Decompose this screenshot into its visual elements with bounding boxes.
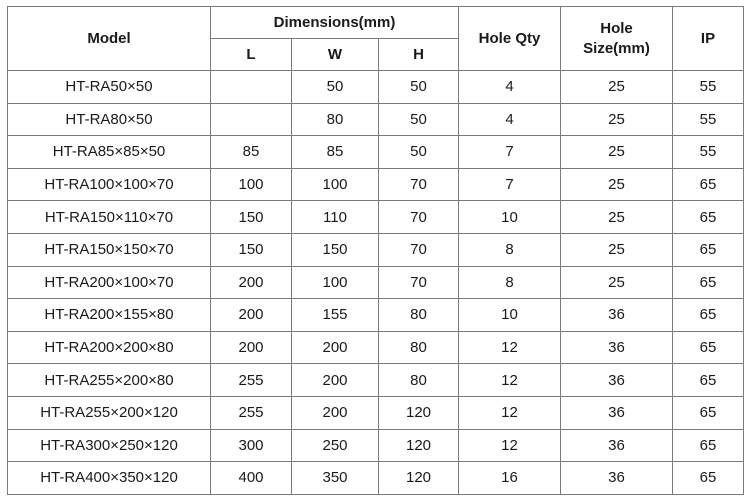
cell-w: 80 [292, 103, 379, 136]
cell-h: 50 [379, 71, 459, 104]
cell-h: 120 [379, 396, 459, 429]
table-row [8, 201, 744, 234]
cell-hole-qty: 12 [459, 429, 561, 462]
cell-hole-size: 36 [561, 331, 673, 364]
cell-l: 150 [211, 233, 292, 266]
table-row [8, 136, 744, 169]
cell-hole-qty: 4 [459, 71, 561, 104]
cell-h: 50 [379, 136, 459, 169]
header-hole-qty: Hole Qty [459, 7, 561, 71]
cell-ip: 55 [673, 71, 744, 104]
cell-hole-qty: 10 [459, 201, 561, 234]
header-row-top [8, 7, 744, 39]
cell-hole-size: 36 [561, 396, 673, 429]
cell-hole-size: 36 [561, 462, 673, 495]
table-header [8, 7, 744, 71]
cell-ip: 65 [673, 299, 744, 332]
cell-hole-size: 25 [561, 201, 673, 234]
cell-ip: 65 [673, 266, 744, 299]
spec-table [7, 6, 744, 495]
cell-l: 300 [211, 429, 292, 462]
cell-hole-size: 25 [561, 168, 673, 201]
cell-h: 70 [379, 201, 459, 234]
cell-w: 50 [292, 71, 379, 104]
header-model: Model [8, 7, 211, 71]
cell-model: HT-RA150×110×70 [8, 201, 211, 234]
table-row [8, 266, 744, 299]
cell-model: HT-RA255×200×80 [8, 364, 211, 397]
cell-ip: 55 [673, 136, 744, 169]
cell-w: 150 [292, 233, 379, 266]
table-body [8, 71, 744, 495]
cell-w: 100 [292, 168, 379, 201]
header-dimensions: Dimensions(mm) [211, 7, 459, 39]
cell-hole-size: 36 [561, 429, 673, 462]
cell-ip: 65 [673, 331, 744, 364]
cell-hole-qty: 7 [459, 136, 561, 169]
cell-l: 85 [211, 136, 292, 169]
cell-w: 200 [292, 331, 379, 364]
cell-ip: 65 [673, 396, 744, 429]
cell-hole-size: 25 [561, 136, 673, 169]
cell-ip: 65 [673, 429, 744, 462]
cell-ip: 65 [673, 364, 744, 397]
cell-w: 200 [292, 364, 379, 397]
cell-ip: 65 [673, 168, 744, 201]
cell-model: HT-RA50×50 [8, 71, 211, 104]
cell-hole-size: 25 [561, 71, 673, 104]
cell-model: HT-RA200×200×80 [8, 331, 211, 364]
cell-model: HT-RA300×250×120 [8, 429, 211, 462]
cell-l: 200 [211, 299, 292, 332]
table-row [8, 364, 744, 397]
cell-l: 150 [211, 201, 292, 234]
cell-w: 155 [292, 299, 379, 332]
cell-hole-qty: 8 [459, 233, 561, 266]
header-h: H [379, 39, 459, 71]
cell-hole-qty: 10 [459, 299, 561, 332]
cell-hole-size: 25 [561, 266, 673, 299]
table-row [8, 331, 744, 364]
header-w: W [292, 39, 379, 71]
cell-hole-qty: 12 [459, 364, 561, 397]
table-row [8, 396, 744, 429]
cell-ip: 55 [673, 103, 744, 136]
cell-model: HT-RA80×50 [8, 103, 211, 136]
cell-ip: 65 [673, 233, 744, 266]
cell-w: 250 [292, 429, 379, 462]
cell-model: HT-RA150×150×70 [8, 233, 211, 266]
cell-w: 85 [292, 136, 379, 169]
cell-w: 110 [292, 201, 379, 234]
table-row [8, 71, 744, 104]
cell-h: 70 [379, 266, 459, 299]
cell-h: 50 [379, 103, 459, 136]
cell-l [211, 71, 292, 104]
cell-h: 80 [379, 299, 459, 332]
table-row [8, 462, 744, 495]
header-hole-size-line2: Size(mm) [583, 39, 650, 57]
table-row [8, 299, 744, 332]
cell-hole-size: 25 [561, 103, 673, 136]
table-row [8, 429, 744, 462]
cell-hole-qty: 4 [459, 103, 561, 136]
cell-l [211, 103, 292, 136]
cell-hole-qty: 16 [459, 462, 561, 495]
cell-ip: 65 [673, 201, 744, 234]
cell-h: 120 [379, 429, 459, 462]
cell-hole-qty: 12 [459, 331, 561, 364]
table-row [8, 233, 744, 266]
cell-h: 80 [379, 331, 459, 364]
header-hole-size [561, 7, 673, 71]
cell-hole-qty: 7 [459, 168, 561, 201]
cell-model: HT-RA100×100×70 [8, 168, 211, 201]
cell-l: 400 [211, 462, 292, 495]
cell-hole-size: 36 [561, 299, 673, 332]
cell-hole-qty: 8 [459, 266, 561, 299]
cell-w: 100 [292, 266, 379, 299]
cell-l: 100 [211, 168, 292, 201]
cell-hole-qty: 12 [459, 396, 561, 429]
header-l: L [211, 39, 292, 71]
cell-model: HT-RA85×85×50 [8, 136, 211, 169]
header-ip: IP [673, 7, 744, 71]
cell-h: 80 [379, 364, 459, 397]
cell-w: 200 [292, 396, 379, 429]
cell-hole-size: 25 [561, 233, 673, 266]
table-row [8, 168, 744, 201]
cell-model: HT-RA200×100×70 [8, 266, 211, 299]
cell-model: HT-RA255×200×120 [8, 396, 211, 429]
table-row [8, 103, 744, 136]
cell-l: 255 [211, 364, 292, 397]
cell-l: 200 [211, 331, 292, 364]
cell-model: HT-RA400×350×120 [8, 462, 211, 495]
header-hole-size-line1: Hole [600, 19, 633, 37]
cell-hole-size: 36 [561, 364, 673, 397]
cell-h: 70 [379, 168, 459, 201]
cell-model: HT-RA200×155×80 [8, 299, 211, 332]
cell-l: 255 [211, 396, 292, 429]
cell-ip: 65 [673, 462, 744, 495]
cell-h: 70 [379, 233, 459, 266]
cell-h: 120 [379, 462, 459, 495]
cell-l: 200 [211, 266, 292, 299]
cell-w: 350 [292, 462, 379, 495]
